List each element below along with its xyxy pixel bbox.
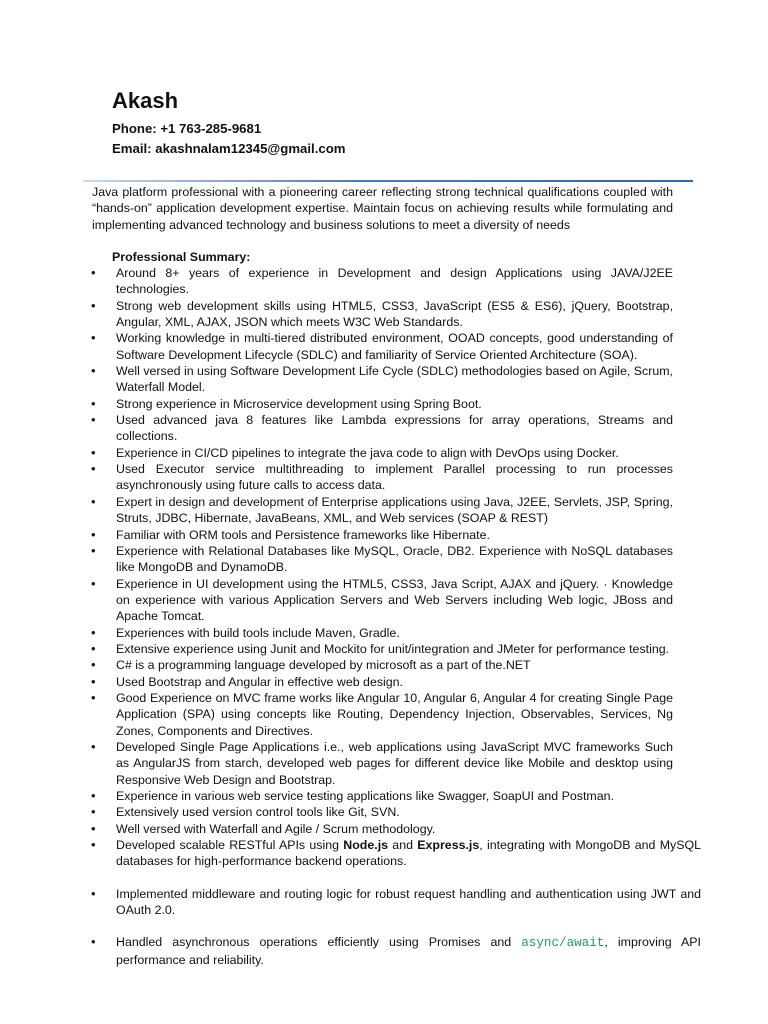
nodejs-pre: Developed scalable RESTful APIs using <box>116 838 344 853</box>
async-pre: Handled asynchronous operations efficiently using Promises and <box>116 935 522 950</box>
list-item: • Used Bootstrap and Angular in effective web design. <box>0 674 673 690</box>
list-item: • Used Executor service multithreading to implement Parallel processing to run processes asynchronously using future calls to access data. <box>0 461 673 494</box>
list-item: • Working knowledge in multi-tiered distributed environment, OOAD concepts, good understanding of Software Development Lifecycle (SDLC) and familiarity of Service Oriented Architecture (SOA). <box>0 330 673 363</box>
list-item: • Around 8+ years of experience in Development and design Applications using JAVA/J2EE technologies. <box>0 265 673 298</box>
list-item: • Experience in various web service testing applications like Swagger, SoapUI and Postman. <box>0 788 673 804</box>
list-item: • Experience in CI/CD pipelines to integrate the java code to align with DevOps using Docker. <box>0 445 673 461</box>
middleware-text: Implemented middleware and routing logic for robust request handling and authentication using JWT and OAuth 2.0. <box>116 886 701 918</box>
phone-line: Phone: +1 763-285-9681 <box>112 121 262 136</box>
async-await-code: async/await <box>521 936 605 951</box>
nodejs-and: and <box>388 838 418 853</box>
nodejs-keyword: Node.js <box>343 838 389 853</box>
list-item: • Well versed in using Software Development Life Cycle (SDLC) methodologies based on Agile, Scrum, Waterfall Model. <box>0 363 673 396</box>
list-item: • Strong web development skills using HTML5, CSS3, JavaScript (ES5 & ES6), jQuery, Bootstrap, Angular, XML, AJAX, JSON which meets W3C Web Standards. <box>0 298 673 331</box>
list-item: • Experience with Relational Databases like MySQL, Oracle, DB2. Experience with NoSQL databases like MongoDB and DynamoDB. <box>0 543 673 576</box>
summary-heading: Professional Summary: <box>112 250 251 264</box>
list-item: • Strong experience in Microservice development using Spring Boot. <box>0 396 673 412</box>
async-post: , improving API performance and reliability. <box>116 935 701 967</box>
list-item: • Extensively used version control tools like Git, SVN. <box>0 804 673 820</box>
nodejs-post: , integrating with MongoDB and MySQL databases for high-performance backend operations. <box>116 838 702 869</box>
candidate-name: Akash <box>112 88 179 113</box>
list-item: • C# is a programming language developed by microsoft as a part of the.NET <box>0 657 673 673</box>
email-line: Email: akashnalam12345@gmail.com <box>112 141 346 156</box>
header-divider <box>83 180 693 182</box>
nodejs-text <box>116 838 701 868</box>
summary-list <box>0 265 701 968</box>
list-spacer <box>0 918 673 934</box>
list-item: • Extensive experience using Junit and Mockito for unit/integration and JMeter for performance testing. <box>0 641 673 657</box>
list-item: • Expert in design and development of Enterprise applications using Java, J2EE, Servlets, JSP, Spring, Struts, JDBC, Hibernate, JavaBeans, XML, and Web services (SOAP & REST) <box>0 494 673 527</box>
expressjs-keyword: Express.js <box>417 838 480 853</box>
list-item: • Experiences with build tools include Maven, Gradle. <box>0 625 673 641</box>
list-item-async <box>0 934 701 968</box>
list-item: • Well versed with Waterfall and Agile / Scrum methodology. <box>0 821 673 837</box>
list-item: • Developed Single Page Applications i.e., web applications using JavaScript MVC frameworks Such as AngularJS from starch, developed web pages for different device like Mobile and desktop using Responsive Web Design and Bootstrap. <box>0 739 673 788</box>
list-item-middleware <box>0 886 701 919</box>
list-item: • Familiar with ORM tools and Persistence frameworks like Hibernate. <box>0 527 673 543</box>
intro-paragraph: Java platform professional with a pioneering career reflecting strong technical qualifications coupled with “hands-on” application development expertise. Maintain focus on achieving results while formulating and implementing advanced technology and business solutions to meet a diversity of needs <box>92 185 673 232</box>
list-spacer <box>0 870 673 886</box>
list-item: • Used advanced java 8 features like Lambda expressions for array operations, Streams and collections. <box>0 412 673 445</box>
list-item: • Experience in UI development using the HTML5, CSS3, Java Script, AJAX and jQuery. · Knowledge on experience with various Application Servers and Web Servers including Web logic, JBoss and Apache Tomcat. <box>0 576 673 625</box>
list-item-nodejs <box>0 837 701 870</box>
list-item: • Good Experience on MVC frame works like Angular 10, Angular 6, Angular 4 for creating Single Page Application (SPA) using concepts like Routing, Dependency Injection, Observables, Services, Ng Zones, Components and Directives. <box>0 690 673 739</box>
